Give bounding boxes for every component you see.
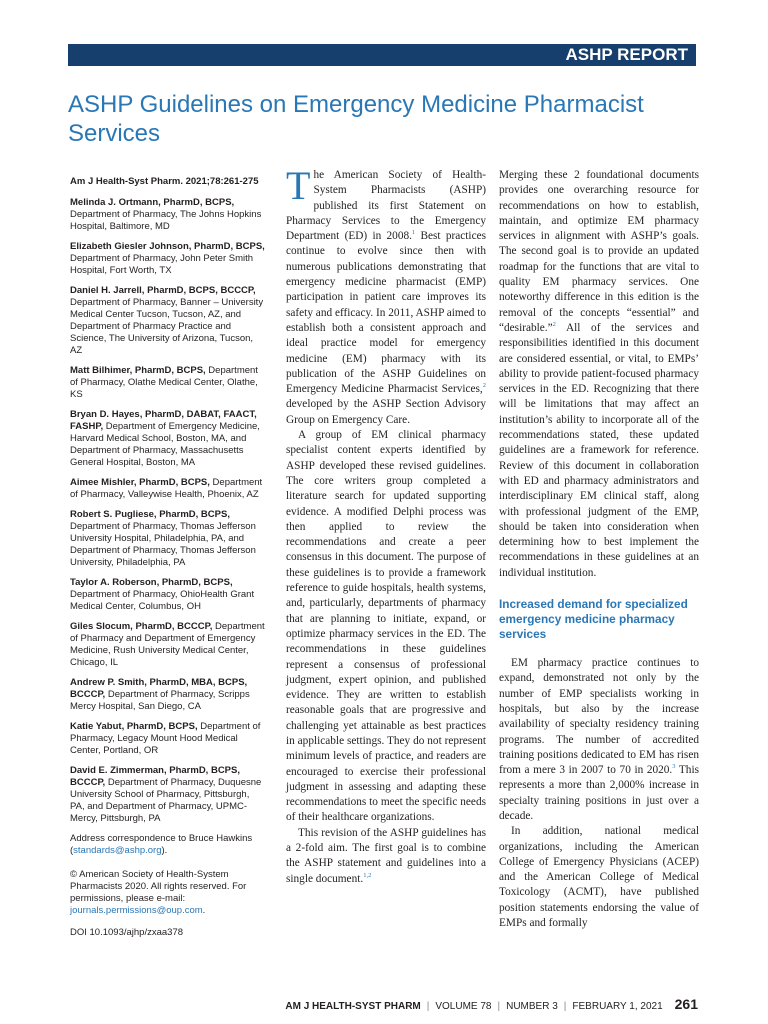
footer-journal: AM J HEALTH-SYST PHARM bbox=[285, 1001, 421, 1012]
author-entry bbox=[70, 197, 266, 233]
paragraph: This revision of the ASHP guidelines has a 2-fold aim. The first goal is to combine the ASHP statement and guidelines into a single document.$^{1,2}$ bbox=[286, 826, 486, 885]
footer-date: FEBRUARY 1, 2021 bbox=[572, 1001, 663, 1012]
body-column-1 bbox=[286, 163, 486, 887]
author-affiliation: Department of Pharmacy, Thomas Jefferson University Hospital, Philadelphia, PA, and Department of Pharmacy, Thomas Jefferson University, Philadelphia, PA bbox=[70, 521, 256, 568]
author-entry bbox=[70, 241, 266, 277]
author-name: Elizabeth Giesler Johnson, PharmD, BCPS, bbox=[70, 241, 265, 252]
author-name: Robert S. Pugliese, PharmD, BCPS, bbox=[70, 509, 230, 520]
author-affiliation: Department of Emergency Medicine, Harvard Medical School, Boston, MA, and Department of Pharmacy, Massachusetts General Hospital, Boston, MA bbox=[70, 421, 260, 468]
author-entry bbox=[70, 677, 266, 713]
copyright-notice: © American Society of Health-System Pharmacists 2020. All rights reserved. For permissions, please e-mail: journals.permissions@oup.com. bbox=[70, 869, 247, 916]
author-affiliation: Department of Pharmacy, Duquesne University School of Pharmacy, Pittsburgh, PA, and Department of Pharmacy, UPMC-Mercy, Pittsburgh, PA bbox=[70, 777, 262, 824]
footer-number: NUMBER 3 bbox=[506, 1001, 558, 1012]
author-name: Taylor A. Roberson, PharmD, BCPS, bbox=[70, 577, 233, 588]
reference-link[interactable]: 2 bbox=[482, 382, 486, 390]
author-name: Aimee Mishler, PharmD, BCPS, bbox=[70, 477, 210, 488]
author-entry bbox=[70, 621, 266, 669]
doi: DOI 10.1093/ajhp/zxaa378 bbox=[70, 927, 184, 938]
reference-link[interactable]: 1 bbox=[411, 229, 416, 237]
author-name: Katie Yabut, PharmD, BCPS, bbox=[70, 721, 198, 732]
author-entry bbox=[70, 765, 266, 825]
author-name: Giles Slocum, PharmD, BCCCP, bbox=[70, 621, 213, 632]
paragraph-intro: The American Society of Health-System Pharmacists (ASHP) published its first Statement on Pharmacy Services to the Emergency Department (ED) in 2008.$^1$ Best practices continue to evolve since then with numerous publications demonstrating that emergency medicine pharmacist (EMP) participation in patient care improves its safety and efficacy. In 2011, ASHP aimed to establish both a consistent approach and ideal practice model for emergency medicine (EM) pharmacy with its publication of the ASHP Guidelines on Emergency Medicine Pharmacist Services,$^2$ developed by the ASHP Section Advisory Group on Emergency Care. bbox=[286, 163, 486, 426]
author-entry bbox=[70, 285, 266, 357]
author-entry bbox=[70, 365, 266, 401]
author-name: Matt Bilhimer, PharmD, BCPS, bbox=[70, 365, 206, 376]
author-entry bbox=[70, 721, 266, 757]
section-heading: Increased demand for specialized emergency medicine pharmacy services bbox=[499, 597, 688, 642]
author-affiliation: Department of Pharmacy, John Peter Smith Hospital, Fort Worth, TX bbox=[70, 253, 254, 276]
author-entry bbox=[70, 477, 266, 501]
citation: Am J Health-Syst Pharm. 2021;78:261-275 bbox=[70, 176, 259, 187]
author-name: Andrew P. Smith, PharmD, MBA, BCPS, BCCCP, bbox=[70, 677, 248, 700]
footer-volume: VOLUME 78 bbox=[435, 1001, 492, 1012]
author-name: Bryan D. Hayes, PharmD, DABAT, FAACT, FASHP, bbox=[70, 409, 257, 432]
paragraph: Merging these 2 foundational documents provides one overarching resource for recommendations on how to establish, maintain, and optimize EM pharmacy services in alignment with ASHP’s goals. The second goal is to provide an updated roadmap for the functions that are vital to quality EM pharmacy services. One noteworthy difference in this edition is the removal of the concepts “essential” and “desirable.”$^2$ All of the services and responsibilities identified in this document are considered essential, or vital, to EMPs’ ability to provide patient-focused pharmacy services in the ED. Recognizing that there will be limitations that may affect an institution’s ability to incorporate all of the recommendations stated, these updated guidelines are a framework for reference. Review of this document in collaboration with ED and pharmacy administrators and interdisciplinary EM clinical staff, along with professional judgment of the EMP, should be taken into consideration when determining how to best implement the recommendations in these guidelines at an individual institution. bbox=[499, 169, 699, 579]
author-entry bbox=[70, 509, 266, 569]
author-affiliation: Department of Pharmacy, Valleywise Health, Phoenix, AZ bbox=[70, 477, 263, 500]
author-affiliation: Department of Pharmacy, Banner – University Medical Center Tucson, Tucson, AZ, and Department of Pharmacy Practice and Science, The University of Arizona, Tucson, AZ bbox=[70, 297, 264, 356]
author-entry bbox=[70, 409, 266, 469]
author-affiliation: Department of Pharmacy, Legacy Mount Hood Medical Center, Portland, OR bbox=[70, 721, 261, 756]
reference-link[interactable]: 1,2 bbox=[363, 871, 372, 879]
author-sidebar bbox=[70, 176, 266, 939]
drop-cap: T bbox=[286, 163, 311, 208]
body-column-2 bbox=[499, 168, 699, 931]
paragraph: A group of EM clinical pharmacy specialist content experts identified by ASHP developed these revised guidelines. The core writers group completed a literature search for updated supporting evidence. A modified Delphi process was then applied to review the recommendations and create a peer consensus in this document. The purpose of these guidelines is to provide a framework reference to guide hospitals, health systems, and, particularly, departments of pharmacy that are planning to initiate, expand, or optimize pharmacy services in the ED. The recommendations in these guidelines represent a consensus of professional judgment, expert opinion, and published evidence. They are written to establish reasonable goals that are progressive and challenging yet attainable as best practices in applicable settings. They do not represent minimum levels of practice, and readers are encouraged to exercise their professional judgment in assessing and adapting these recommendations to meet the specific needs of their healthcare organizations. bbox=[286, 429, 486, 824]
author-affiliation: Department of Pharmacy, Scripps Mercy Hospital, San Diego, CA bbox=[70, 689, 250, 712]
author-name: Daniel H. Jarrell, PharmD, BCPS, BCCCP, bbox=[70, 285, 256, 296]
author-affiliation: Department of Pharmacy, Olathe Medical Center, Olathe, KS bbox=[70, 365, 258, 400]
reference-link[interactable]: 2 bbox=[552, 321, 556, 329]
correspondence-email-link[interactable]: standards@ashp.org bbox=[73, 845, 162, 856]
paragraph: In addition, national medical organizations, including the American College of Emergency Physicians (ACEP) and the American College of Medical Toxicology (ACMT), have published position statements endorsing the value of EMPs and formally bbox=[499, 825, 699, 930]
paragraph: EM pharmacy practice continues to expand, demonstrated not only by the number of EMP specialists working in hospitals, but also by the increase availability of specialty residency training programs. The number of accredited training positions dedicated to EM has risen from a mere 3 in 2007 to 70 in 2020.$^3$ This represents a more than 2,000% increase in specialty training positions in just over a decade. bbox=[499, 657, 699, 822]
author-affiliation: Department of Pharmacy, The Johns Hopkins Hospital, Baltimore, MD bbox=[70, 209, 262, 232]
author-list bbox=[70, 197, 266, 825]
page-footer: AM J HEALTH-SYST PHARM | VOLUME 78 | NUMBER 3 | FEBRUARY 1, 2021 261 bbox=[285, 996, 698, 1012]
author-entry bbox=[70, 577, 266, 613]
report-banner: ASHP REPORT bbox=[68, 44, 696, 66]
author-affiliation: Department of Pharmacy and Department of Emergency Medicine, Rush University Medical Center, Chicago, IL bbox=[70, 621, 265, 668]
reference-link[interactable]: 3 bbox=[672, 763, 676, 771]
author-affiliation: Department of Pharmacy, OhioHealth Grant Medical Center, Columbus, OH bbox=[70, 589, 255, 612]
page-number: 261 bbox=[674, 996, 698, 1012]
article-title: ASHP Guidelines on Emergency Medicine Pharmacist Services bbox=[68, 91, 644, 147]
permissions-email-link[interactable]: journals.permissions@oup.com bbox=[70, 905, 203, 916]
correspondence: Address correspondence to Bruce Hawkins (standards@ashp.org). bbox=[70, 833, 253, 856]
author-name: David E. Zimmerman, PharmD, BCPS, BCCCP, bbox=[70, 765, 240, 788]
author-name: Melinda J. Ortmann, PharmD, BCPS, bbox=[70, 197, 235, 208]
